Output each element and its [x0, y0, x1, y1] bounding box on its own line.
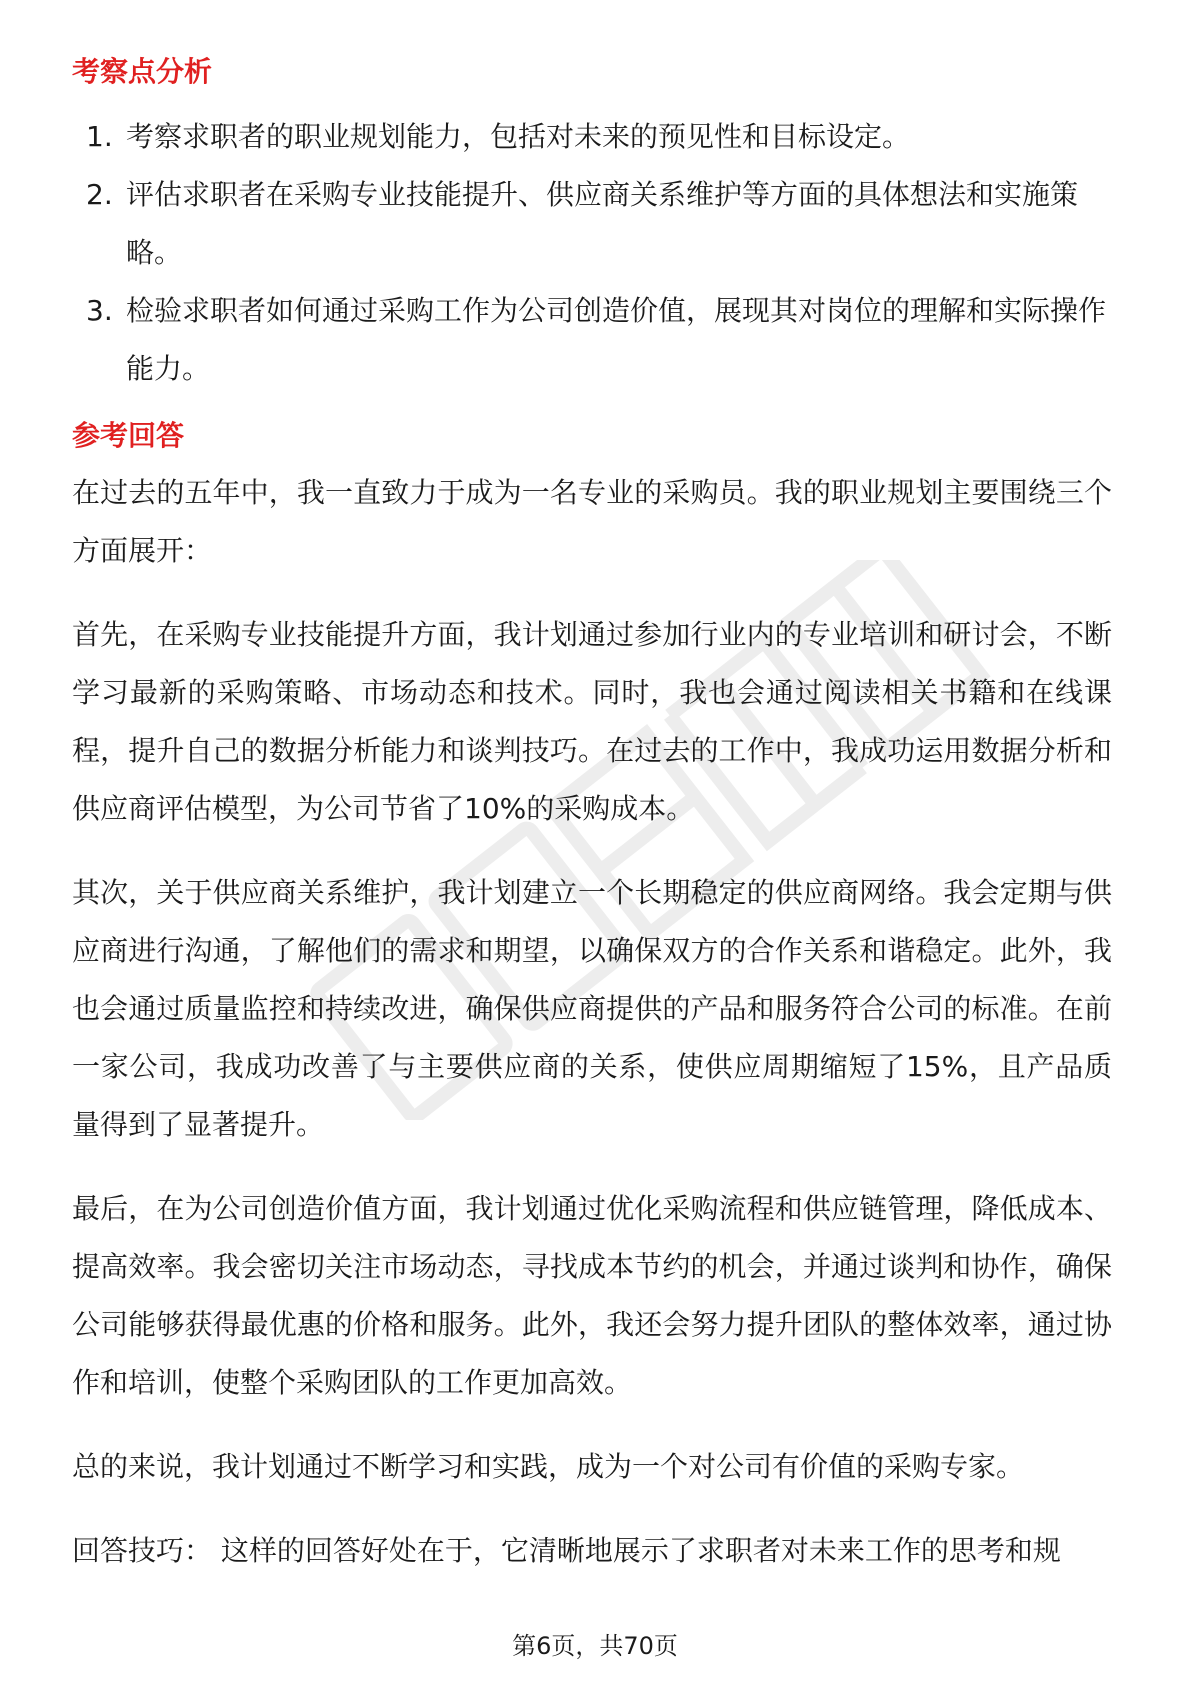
list-item	[72, 108, 1112, 166]
analysis-points-list	[72, 108, 1112, 398]
list-item-number: 1.	[86, 120, 113, 153]
list-item-number: 3.	[86, 294, 113, 327]
answer-paragraph-last: 最后，在为公司创造价值方面，我计划通过优化采购流程和供应链管理，降低成本、提高效率。我会密切关注市场动态，寻找成本节约的机会，并通过谈判和协作，确保公司能够获得最优惠的价格和服务。此外，我还会努力提升团队的整体效率，通过协作和培训，使整个采购团队的工作更加高效。	[72, 1192, 1112, 1399]
answer-paragraph-summary: 总的来说，我计划通过不断学习和实践，成为一个对公司有价值的采购专家。	[72, 1450, 1025, 1483]
list-item-text: 考察求职者的职业规划能力，包括对未来的预见性和目标设定。	[126, 120, 911, 153]
analysis-heading: 考察点分析	[72, 55, 213, 88]
list-item-text: 检验求职者如何通过采购工作为公司创造价值，展现其对岗位的理解和实际操作能力。	[126, 294, 1107, 385]
list-item	[72, 166, 1112, 282]
answer-heading: 参考回答	[72, 419, 185, 452]
answer-paragraph-second: 其次，关于供应商关系维护，我计划建立一个长期稳定的供应商网络。我会定期与供应商进行沟通，了解他们的需求和期望，以确保双方的合作关系和谐稳定。此外，我也会通过质量监控和持续改进，确保供应商提供的产品和服务符合公司的标准。在前一家公司，我成功改善了与主要供应商的关系，使供应周期缩短了15%，且产品质量得到了显著提升。	[72, 876, 1112, 1141]
answer-tips-paragraph: 回答技巧： 这样的回答好处在于，它清晰地展示了求职者对未来工作的思考和规	[72, 1534, 1061, 1567]
answer-paragraph-first: 首先，在采购专业技能提升方面，我计划通过参加行业内的专业培训和研讨会，不断学习最新的采购策略、市场动态和技术。同时，我也会通过阅读相关书籍和在线课程，提升自己的数据分析能力和谈判技巧。在过去的工作中，我成功运用数据分析和供应商评估模型，为公司节省了10%的采购成本。	[72, 618, 1112, 825]
page-number-footer: 第6页，共70页	[512, 1632, 678, 1660]
list-item	[72, 282, 1112, 398]
list-item-number: 2.	[86, 178, 113, 211]
answer-paragraph-intro: 在过去的五年中，我一直致力于成为一名专业的采购员。我的职业规划主要围绕三个方面展开：	[72, 476, 1112, 567]
document-content	[72, 44, 1112, 1606]
list-item-text: 评估求职者在采购专业技能提升、供应商关系维护等方面的具体想法和实施策略。	[126, 178, 1079, 269]
